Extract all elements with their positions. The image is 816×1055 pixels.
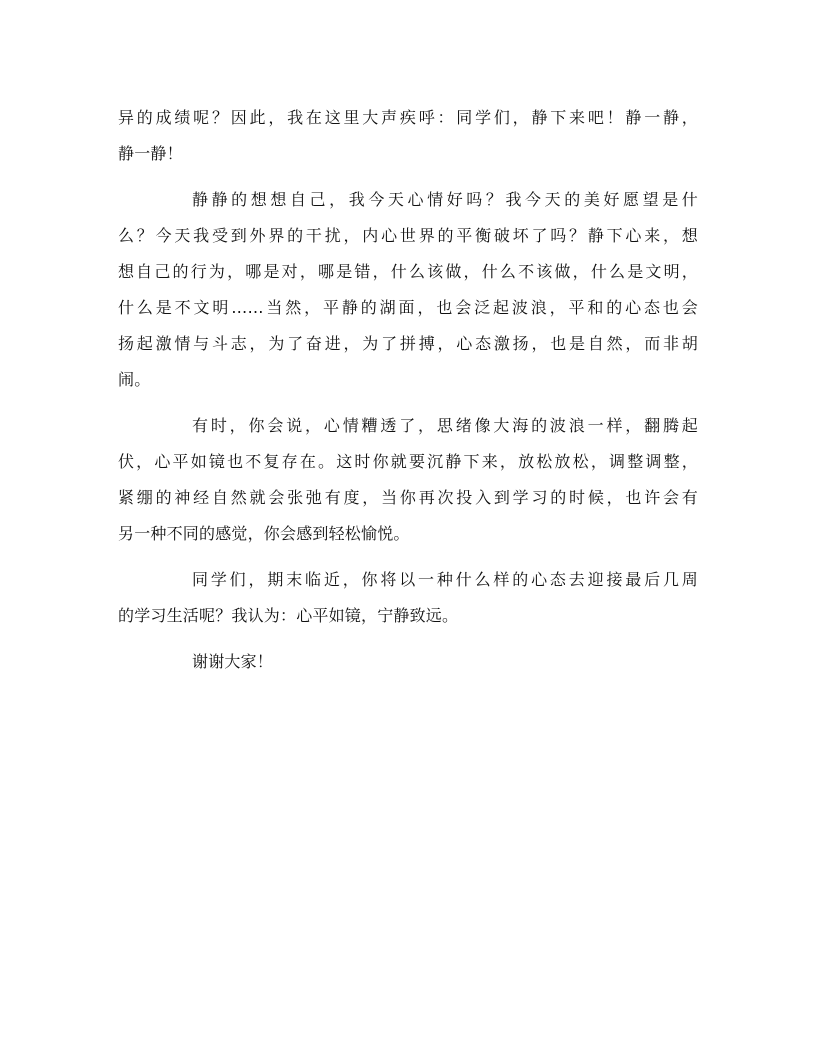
paragraph-line: 扬起激情与斗志，为了奋进，为了拼搏，心态激扬，也是自然，而非胡 [118, 334, 698, 353]
paragraph-line: 什么是不文明……当然，平静的湖面，也会泛起波浪，平和的心态也会 [118, 298, 698, 317]
paragraph-line: 的学习生活呢？我认为：心平如镜，宁静致远。 [118, 606, 459, 625]
paragraph-2 [118, 182, 698, 398]
paragraph-3 [118, 408, 698, 552]
paragraph-line: 想自己的行为，哪是对，哪是错，什么该做，什么不该做，什么是文明， [118, 262, 698, 281]
paragraph-line: 异的成绩呢？因此，我在这里大声疾呼：同学们，静下来吧！静一静， [118, 108, 698, 127]
paragraph-line: 静一静！ [118, 144, 183, 163]
paragraph-1 [118, 100, 698, 172]
paragraph-line: 谢谢大家！ [192, 652, 274, 671]
paragraph-line: 么？今天我受到外界的干扰，内心世界的平衡破坏了吗？静下心来，想 [118, 226, 698, 245]
paragraph-line: 同学们，期末临近，你将以一种什么样的心态去迎接最后几周 [192, 570, 698, 589]
paragraph-line: 紧绷的神经自然就会张弛有度，当你再次投入到学习的时候，也许会有 [118, 488, 698, 507]
paragraph-line: 闹。 [118, 370, 151, 389]
paragraph-4 [118, 562, 698, 634]
paragraph-line: 有时，你会说，心情糟透了，思绪像大海的波浪一样，翻腾起 [192, 416, 698, 435]
body-text [118, 100, 698, 680]
paragraph-line: 静静的想想自己，我今天心情好吗？我今天的美好愿望是什 [192, 190, 698, 209]
closing-line [118, 644, 698, 680]
paragraph-line: 伏，心平如镜也不复存在。这时你就要沉静下来，放松放松，调整调整， [118, 452, 698, 471]
paragraph-line: 另一种不同的感觉，你会感到轻松愉悦。 [118, 524, 410, 543]
